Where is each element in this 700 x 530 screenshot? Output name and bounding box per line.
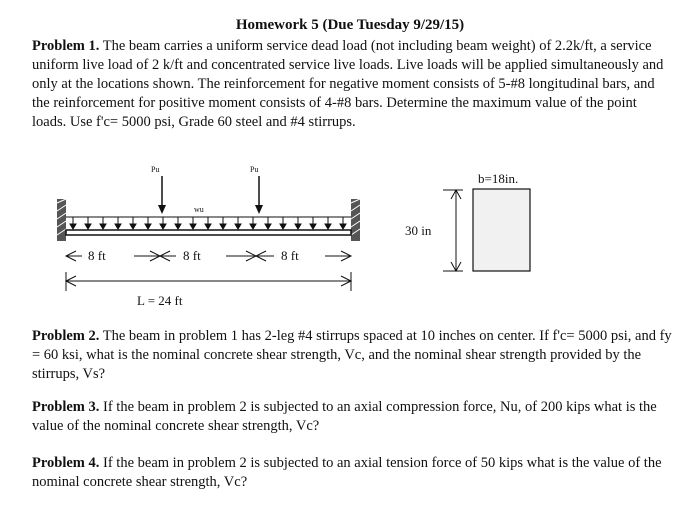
beam	[66, 230, 351, 235]
problem-1-label: Problem 1.	[32, 38, 100, 54]
page-title: Homework 5 (Due Tuesday 9/29/15)	[235, 17, 465, 33]
distributed-load-label: wu	[194, 205, 204, 214]
problem-4	[32, 454, 672, 492]
section-depth-label: 30 in	[405, 223, 432, 238]
right-fixed-support	[351, 199, 360, 241]
point-load-2-label: Pu	[250, 165, 259, 174]
problem-1-text: The beam carries a uniform service dead load (not including beam weight) of 2.2k/ft, a service uniform live load of 2 k/ft and concentrated service live loads. Live loads will be applied simultaneously and only at the locations shown. The reinforcement for negative moment consists of 5-#8 longitudinal bars, and the reinforcement for positive moment consists of 4-#8 bars. Determine the maximum value of the point loads. Use f'c= 5000 psi, Grade 60 steel and #4 stirrups.	[32, 38, 664, 130]
problem-3-text: If the beam in problem 2 is subjected to an axial compression force, Nu, of 200 kips what is the value of the nominal concrete shear strength, Vc?	[32, 399, 657, 434]
problem-2-label: Problem 2.	[32, 328, 100, 344]
span-dimensions	[66, 251, 351, 291]
problem-3	[32, 398, 672, 436]
beam-cross-section	[473, 189, 530, 271]
problem-2-text: The beam in problem 1 has 2-leg #4 stirrups spaced at 10 inches on center. If f'c= 5000 psi, and fy = 60 ksi, what is the nominal concrete shear strength, Vc, and the nominal shear strength provided by the stirrups, Vs?	[32, 328, 672, 382]
span-1-label: 8 ft	[88, 248, 106, 263]
problem-4-text: If the beam in problem 2 is subjected to an axial tension force of 50 kips what is the value of the nominal concrete shear strength, Vc?	[32, 455, 662, 490]
left-fixed-support	[57, 199, 66, 241]
span-3-label: 8 ft	[281, 248, 299, 263]
point-load-2	[255, 176, 263, 214]
problem-4-label: Problem 4.	[32, 455, 100, 471]
section-width-label: b=18in.	[478, 171, 519, 186]
distributed-load	[66, 217, 351, 229]
point-load-1-label: Pu	[151, 165, 160, 174]
section-depth-dimension	[443, 190, 463, 271]
span-2-label: 8 ft	[183, 248, 201, 263]
total-length-label: L = 24 ft	[137, 293, 183, 308]
problem-2	[32, 327, 672, 384]
point-load-1	[158, 176, 166, 214]
problem-3-label: Problem 3.	[32, 399, 100, 415]
